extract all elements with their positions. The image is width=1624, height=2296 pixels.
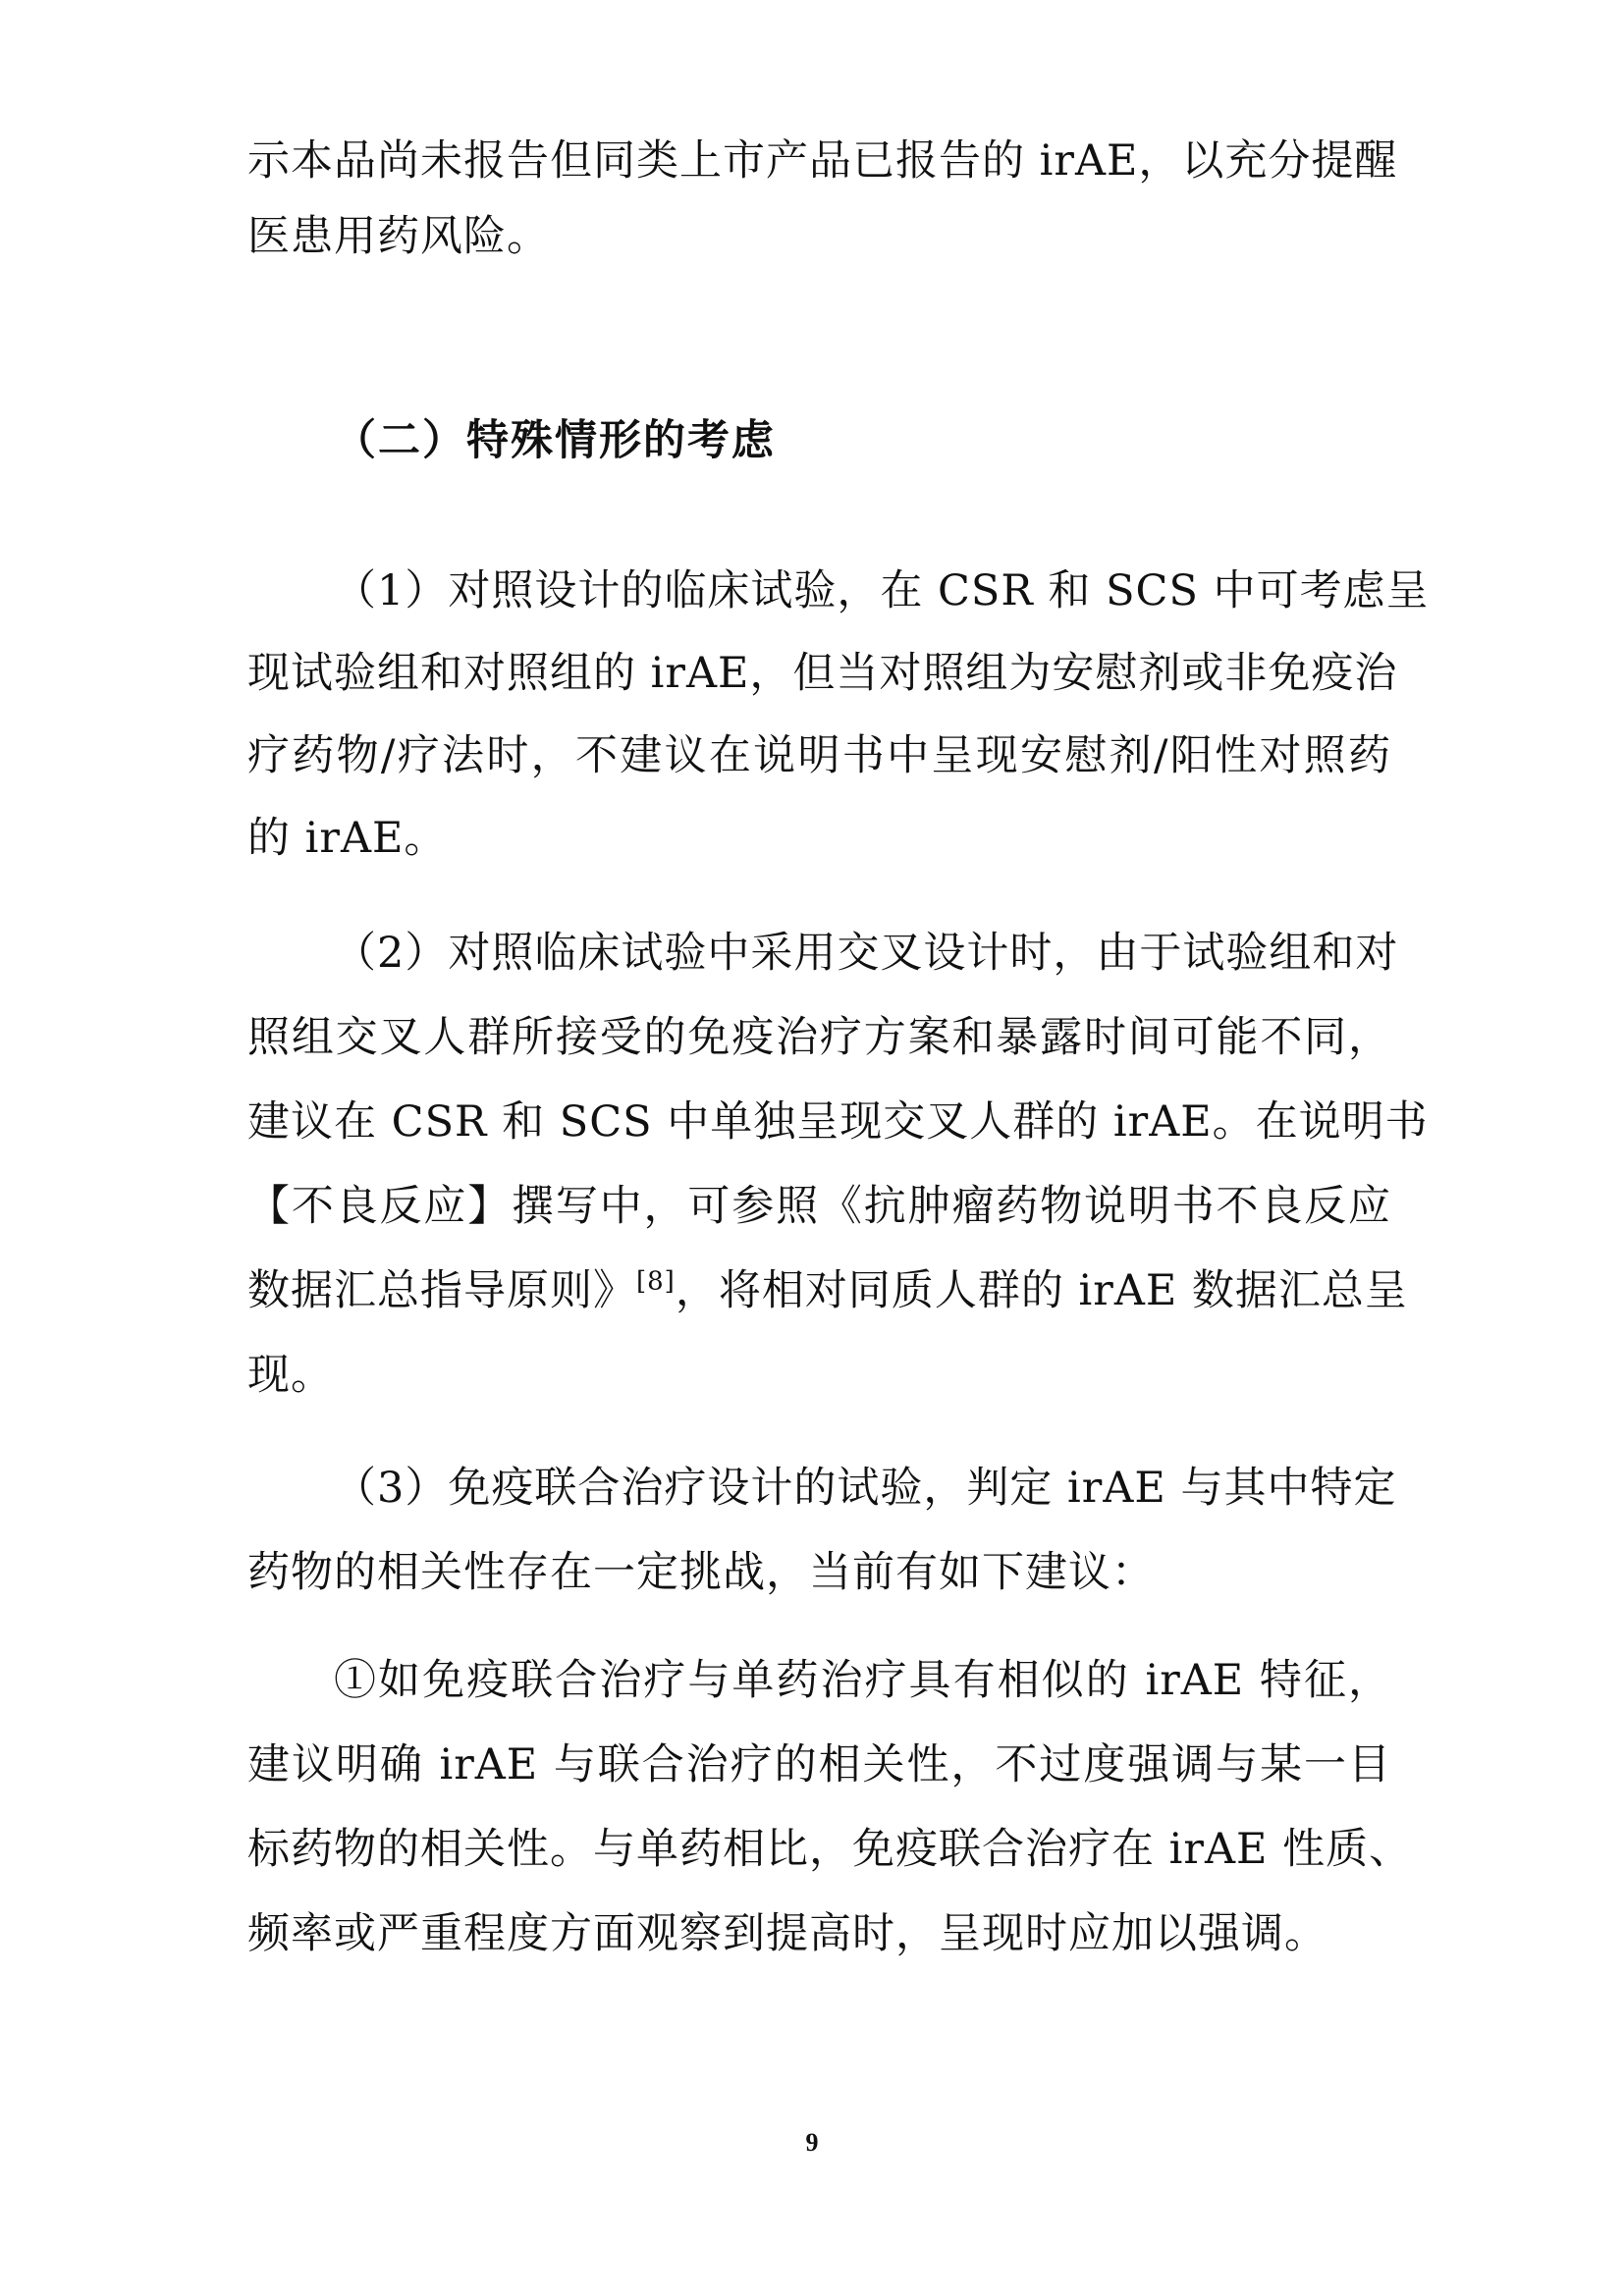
- section-heading: （二）特殊情形的考虑: [334, 416, 776, 465]
- paragraph-line: ①如免疫联合治疗与单药治疗具有相似的 irAE 特征，: [334, 1656, 1391, 1705]
- paragraph-line: 【不良反应】撰写中，可参照《抗肿瘤药物说明书不良反应: [247, 1182, 1391, 1231]
- paragraph-line: 示本品尚未报告但同类上市产品已报告的 irAE，以充分提醒: [247, 136, 1398, 186]
- paragraph-line: 照组交叉人群所接受的免疫治疗方案和暴露时间可能不同，: [247, 1013, 1391, 1062]
- paragraph-line: （1）对照设计的临床试验，在 CSR 和 SCS 中可考虑呈: [334, 566, 1430, 615]
- paragraph-line: （2）对照临床试验中采用交叉设计时，由于试验组和对: [334, 929, 1399, 978]
- paragraph-line: 建议明确 irAE 与联合治疗的相关性，不过度强调与某一目: [247, 1740, 1391, 1789]
- line-text: ，将相对同质人群的 irAE 数据汇总呈: [675, 1266, 1408, 1315]
- paragraph-line: 医患用药风险。: [247, 212, 550, 261]
- paragraph-line: 药物的相关性存在一定挑战，当前有如下建议：: [247, 1548, 1155, 1597]
- reference-marker: [8]: [636, 1266, 676, 1297]
- paragraph-line: 的 irAE。: [247, 814, 448, 863]
- paragraph-line: 现试验组和对照组的 irAE，但当对照组为安慰剂或非免疫治: [247, 649, 1398, 698]
- paragraph-line: （3）免疫联合治疗设计的试验，判定 irAE 与其中特定: [334, 1464, 1397, 1513]
- paragraph-line: 频率或严重程度方面观察到提高时，呈现时应加以强调。: [247, 1909, 1327, 1958]
- paragraph-line: 现。: [247, 1351, 334, 1400]
- line-text: 数据汇总指导原则》: [247, 1266, 636, 1315]
- paragraph-line: [247, 1261, 1408, 1320]
- paragraph-line: 建议在 CSR 和 SCS 中单独呈现交叉人群的 irAE。在说明书: [247, 1097, 1429, 1147]
- paragraph-line: 标药物的相关性。与单药相比，免疫联合治疗在 irAE 性质、: [247, 1825, 1413, 1874]
- paragraph-line: 疗药物/疗法时，不建议在说明书中呈现安慰剂/阳性对照药: [247, 731, 1391, 780]
- page-number: 9: [805, 2128, 819, 2157]
